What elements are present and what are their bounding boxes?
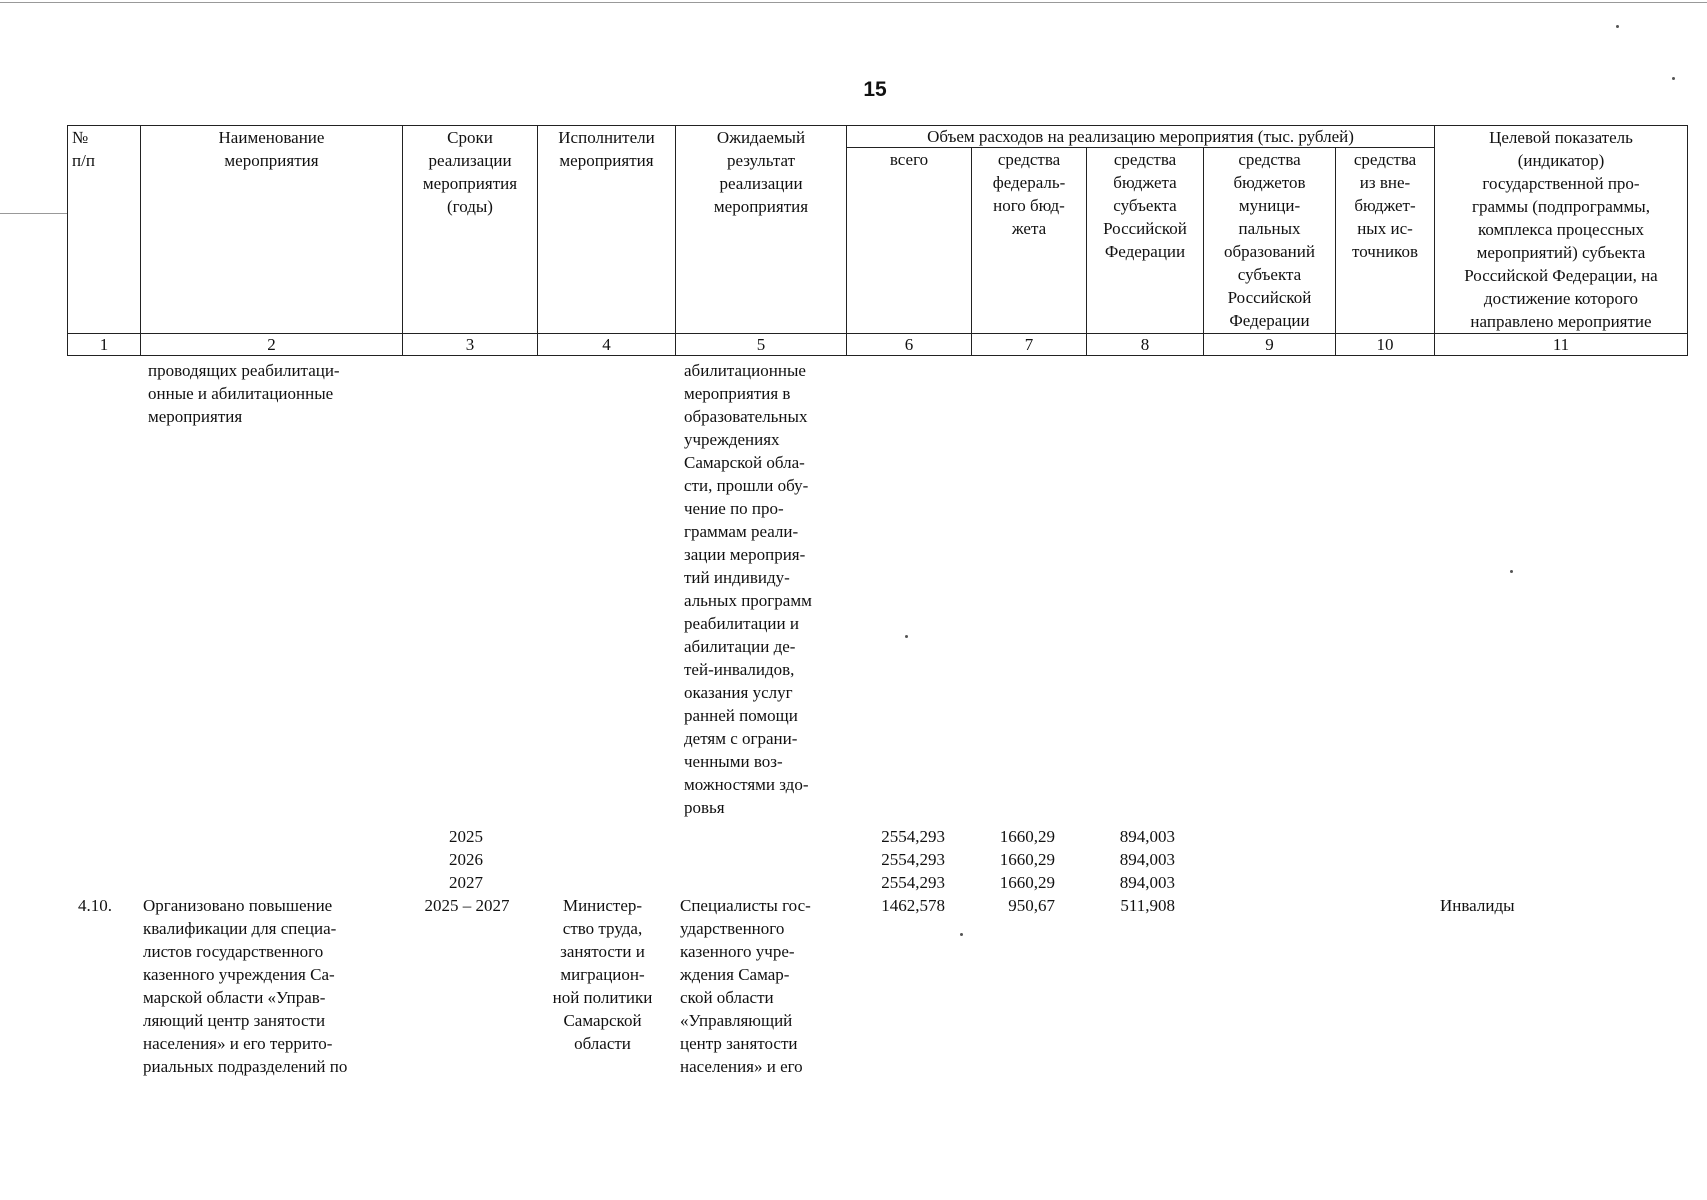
header-total-text: всего bbox=[889, 150, 929, 169]
text-line: риальных подразделений по bbox=[143, 1057, 348, 1076]
column-number: 6 bbox=[847, 334, 972, 356]
text-line: населения» и его bbox=[680, 1057, 803, 1076]
header-result bbox=[676, 126, 847, 334]
text-line: детям с ограни- bbox=[684, 729, 798, 748]
text-line: ной политики bbox=[552, 988, 653, 1007]
federal-2026: 1660,29 bbox=[999, 850, 1055, 869]
column-number: 5 bbox=[676, 334, 847, 356]
header-municipal bbox=[1204, 148, 1336, 334]
text-line: «Управляющий bbox=[680, 1011, 793, 1030]
regional-2025: 894,003 bbox=[1119, 827, 1175, 846]
text-line: марской области «Управ- bbox=[143, 988, 326, 1007]
header-name-text: Наименование мероприятия bbox=[218, 128, 325, 170]
text-line: альных программ bbox=[684, 591, 812, 610]
column-number: 10 bbox=[1336, 334, 1435, 356]
federal-2027: 1660,29 bbox=[999, 873, 1055, 892]
scan-dot bbox=[1510, 570, 1513, 573]
text-line: можностями здо- bbox=[684, 775, 809, 794]
text-line: тий индивиду- bbox=[684, 568, 790, 587]
total-2025: 2554,293 bbox=[881, 827, 945, 846]
continuation-result bbox=[684, 359, 840, 819]
text-line: ждения Самар- bbox=[680, 965, 790, 984]
text-line: граммам реали- bbox=[684, 522, 799, 541]
year-2025: 2025 bbox=[449, 827, 483, 846]
header-indicator bbox=[1435, 126, 1688, 334]
header-number bbox=[68, 126, 141, 334]
text-line: Организовано повышение bbox=[143, 896, 333, 915]
scan-dot bbox=[905, 635, 908, 638]
text-line: области bbox=[574, 1034, 631, 1053]
row-4-10-indicator: Инвалиды bbox=[1440, 896, 1515, 915]
text-line: ской области bbox=[680, 988, 774, 1007]
header-regional-text: средства бюджета субъекта Российской Федерации bbox=[1103, 150, 1187, 261]
column-number: 11 bbox=[1435, 334, 1688, 356]
total-2026: 2554,293 bbox=[881, 850, 945, 869]
header-municipal-text: средства бюджетов муници- пальных образований субъекта Российской Федерации bbox=[1224, 150, 1315, 330]
column-number: 7 bbox=[972, 334, 1087, 356]
regional-2027: 894,003 bbox=[1119, 873, 1175, 892]
text-line: абилитационные bbox=[684, 361, 806, 380]
column-number: 4 bbox=[538, 334, 676, 356]
text-line: центр занятости bbox=[680, 1034, 798, 1053]
text-line: образовательных bbox=[684, 407, 808, 426]
text-line: учреждениях bbox=[684, 430, 780, 449]
continuation-name bbox=[148, 359, 392, 428]
text-line: ранней помощи bbox=[684, 706, 798, 725]
header-indicator-text: Целевой показатель (индикатор) государственной про- граммы (подпрограммы, комплекса процессных мероприятий) субъекта Российской Федерации, на достижение которого направлено мероприятие bbox=[1464, 128, 1658, 331]
text-line: ство труда, bbox=[562, 919, 643, 938]
header-executors bbox=[538, 126, 676, 334]
text-line: листов государственного bbox=[143, 942, 324, 961]
table-header bbox=[67, 125, 1688, 356]
text-line: миграцион- bbox=[560, 965, 645, 984]
text-line: ударственного bbox=[680, 919, 785, 938]
text-line: онные и абилитационные bbox=[148, 384, 334, 403]
header-extrabudget-text: средства из вне- бюджет- ных ис- точников bbox=[1352, 150, 1418, 261]
header-federal bbox=[972, 148, 1087, 334]
text-line: занятости и bbox=[560, 942, 645, 961]
total-2027: 2554,293 bbox=[881, 873, 945, 892]
text-line: проводящих реабилитаци- bbox=[148, 361, 340, 380]
text-line: Министер- bbox=[562, 896, 643, 915]
scan-dot bbox=[960, 933, 963, 936]
year-2026: 2026 bbox=[449, 850, 483, 869]
header-period-text: Сроки реализации мероприятия (годы) bbox=[422, 128, 518, 216]
row-4-10-executors bbox=[535, 894, 670, 1055]
text-line: ченными воз- bbox=[684, 752, 783, 771]
column-number: 3 bbox=[403, 334, 538, 356]
header-federal-text: средства федераль- ного бюд- жета bbox=[992, 150, 1066, 238]
row-4-10-regional: 511,908 bbox=[1120, 896, 1175, 915]
header-result-text: Ожидаемый результат реализации мероприятия bbox=[713, 128, 809, 216]
row-4-10-period: 2025 – 2027 bbox=[424, 896, 510, 915]
scan-line-left bbox=[0, 213, 67, 214]
text-line: мероприятия bbox=[148, 407, 243, 426]
text-line: квалификации для специа- bbox=[143, 919, 337, 938]
page-number: 15 bbox=[863, 78, 887, 101]
text-line: казенного учреждения Са- bbox=[143, 965, 335, 984]
header-expenses-group: Объем расходов на реализацию мероприятия (тыс. рублей) bbox=[847, 126, 1435, 148]
year-2027: 2027 bbox=[449, 873, 483, 892]
header-period bbox=[403, 126, 538, 334]
column-number: 1 bbox=[68, 334, 141, 356]
text-line: оказания услуг bbox=[684, 683, 793, 702]
header-regional bbox=[1087, 148, 1204, 334]
text-line: тей-инвалидов, bbox=[684, 660, 795, 679]
text-line: Самарской bbox=[563, 1011, 642, 1030]
text-line: зации мероприя- bbox=[684, 545, 806, 564]
text-line: абилитации де- bbox=[684, 637, 796, 656]
scan-dot bbox=[1616, 25, 1619, 28]
row-4-10-name bbox=[143, 894, 389, 1078]
text-line: мероприятия в bbox=[684, 384, 791, 403]
column-number: 8 bbox=[1087, 334, 1204, 356]
header-executors-text: Исполнители мероприятия bbox=[558, 128, 655, 170]
header-number-text: № п/п bbox=[72, 128, 95, 170]
text-line: ляющий центр занятости bbox=[143, 1011, 326, 1030]
header-total bbox=[847, 148, 972, 334]
text-line: Специалисты гос- bbox=[680, 896, 811, 915]
row-4-10-result bbox=[680, 894, 841, 1078]
text-line: населения» и его террито- bbox=[143, 1034, 333, 1053]
regional-2026: 894,003 bbox=[1119, 850, 1175, 869]
row-4-10-total: 1462,578 bbox=[881, 896, 945, 915]
text-line: реабилитации и bbox=[684, 614, 799, 633]
header-name bbox=[141, 126, 403, 334]
text-line: чение по про- bbox=[684, 499, 784, 518]
column-number: 2 bbox=[141, 334, 403, 356]
text-line: ровья bbox=[684, 798, 725, 817]
scan-line-top bbox=[0, 2, 1707, 3]
column-number: 9 bbox=[1204, 334, 1336, 356]
federal-2025: 1660,29 bbox=[999, 827, 1055, 846]
text-line: сти, прошли обу- bbox=[684, 476, 809, 495]
header-extrabudget bbox=[1336, 148, 1435, 334]
text-line: Самарской обла- bbox=[684, 453, 805, 472]
row-number-4-10: 4.10. bbox=[78, 896, 112, 915]
header-numbers-row bbox=[68, 334, 1688, 356]
row-4-10-federal: 950,67 bbox=[1008, 896, 1055, 915]
text-line: казенного учре- bbox=[680, 942, 795, 961]
